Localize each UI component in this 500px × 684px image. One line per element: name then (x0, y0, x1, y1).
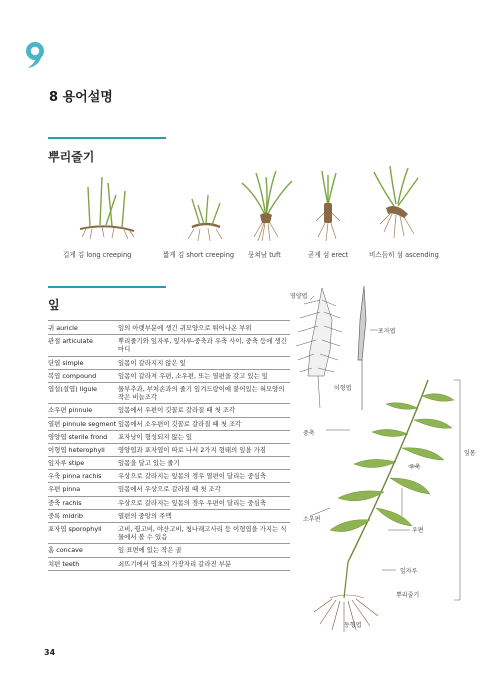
label-pinna-rachis: 우축 (409, 464, 421, 471)
glossary-term: 관절 articulate (48, 337, 93, 346)
label-monomorphic: 동형엽 (344, 622, 362, 629)
section-title-leaf: 잎 (48, 298, 60, 312)
glossary-term: 이형엽 heterophyll (48, 445, 105, 454)
glossary-term: 영양엽 sterile frond (48, 432, 108, 441)
page-number: 34 (44, 648, 56, 657)
glossary-definition: 포자낭이 형성되지 않는 잎 (118, 432, 193, 441)
plant-erect-icon (300, 165, 358, 243)
glossary-definition: 우상으로 갈라지는 잎몸의 경우 열편이 달리는 중심축 (118, 472, 267, 481)
glossary-term: 잎자루 stipe (48, 459, 85, 468)
glossary-definition: 물부추과, 부처손과의 줄기 잎겨드랑이에 붙어있는 혀모양의 작은 비늘조각 (118, 384, 285, 402)
section-title-rhizome: 뿌리줄기 (48, 150, 95, 164)
glossary-term: 우편 pinna (48, 485, 81, 494)
section-rule-leaf (48, 286, 166, 288)
table-row (48, 544, 290, 557)
table-top-rule (48, 320, 290, 321)
table-row (48, 443, 290, 456)
label-stipe: 잎자루 (400, 568, 418, 575)
caption-erect: 곧게 섬 erect (308, 251, 349, 259)
table-row (48, 430, 290, 443)
glossary-term: 엽설(설엽) ligule (48, 384, 98, 393)
table-row (48, 496, 290, 509)
glossary-term: 소우편 pinnule (48, 406, 93, 415)
glossary-term: 단엽 simple (48, 358, 84, 367)
glossary-definition: 우상으로 갈라지는 잎몸의 경우 우편이 달리는 중심축 (118, 498, 267, 507)
label-rachis: 중축 (303, 430, 315, 437)
table-row (48, 470, 290, 483)
label-sporophyll: 포자엽 (378, 328, 396, 335)
caption-ascending: 비스듬히 섬 ascending (369, 251, 439, 259)
glossary-definition: 잎의 아랫부분에 생긴 귀모양으로 튀어나온 부위 (118, 324, 252, 332)
glossary-term: 중록 midrib (48, 511, 83, 520)
label-sterile-frond: 영양엽 (290, 293, 308, 300)
label-pinnule: 소우편 (303, 516, 321, 523)
glossary-table-body (48, 322, 290, 570)
label-leaf-blade: 잎몸 (464, 450, 476, 457)
chapter-name: 용어설명 (62, 90, 113, 105)
glossary-term: 중축 rachis (48, 498, 82, 507)
glossary-definition: 잎몸에서 우상으로 갈라질 때 첫 조각 (118, 485, 221, 494)
table-row (48, 483, 290, 496)
glossary-term: 홈 concave (48, 546, 83, 555)
chapter-title (49, 86, 113, 105)
glossary-definition: 잎몸에서 우편이 깃꼴로 갈라질 때 첫 조각 (118, 406, 236, 415)
monomorphic-frond-drawing (330, 380, 454, 598)
section-rule-rhizome (48, 137, 166, 139)
glossary-definition: 잎몸이 갈라져 우편, 소우편, 또는 열편을 갖고 있는 잎 (118, 371, 268, 380)
glossary-definition: 쇠뜨기에서 엽초의 가장자리 갈라진 부분 (118, 559, 232, 568)
glossary-term: 포자엽 sporophyll (48, 525, 102, 533)
table-row (48, 417, 290, 430)
plant-long-creeping-icon (78, 165, 136, 243)
glossary-definition: 열편의 중앙의 주맥 (118, 511, 172, 520)
glossary-definition: 고비, 꿩고비, 야산고비, 청나래고사리 등 이형엽을 가지는 식물에서 볼 수 있음 (118, 525, 287, 542)
label-rhizome: 뿌리줄기 (396, 592, 420, 599)
table-row (48, 523, 290, 544)
plant-tuft-icon (238, 165, 296, 243)
glossary-definition: 잎몸에서 소우편이 깃꼴로 갈라질 때 첫 조각 (118, 419, 242, 428)
caption-long-creeping: 길게 김 long creeping (63, 251, 132, 259)
plant-short-creeping-icon (178, 165, 236, 243)
glossary-definition: 뿌리줄기와 잎자루, 잎자루-중축과 우축 사이, 중축 등에 생긴 마디 (118, 337, 287, 354)
chapter-logo-icon (22, 40, 48, 70)
glossary-definition: 잎몸이 갈라지지 않은 잎 (118, 358, 186, 367)
table-row (48, 335, 290, 356)
table-row (48, 369, 290, 382)
glossary-definition: 영양엽과 포자엽이 따로 나서 2가지 형태의 잎을 가짐 (118, 445, 266, 454)
chapter-number: 8 (49, 90, 59, 105)
glossary-term: 우축 pinna rachis (48, 472, 102, 481)
caption-tuft: 뭉쳐남 tuft (248, 251, 281, 259)
glossary-table (48, 322, 290, 571)
label-heterophyll: 이형엽 (334, 385, 352, 392)
sporophyll-drawing (358, 286, 366, 410)
table-row (48, 457, 290, 470)
glossary-definition: 잎몸을 달고 있는 줄기 (118, 459, 180, 468)
table-row (48, 356, 290, 369)
table-row (48, 404, 290, 417)
plant-ascending-icon (368, 162, 426, 240)
glossary-term: 치편 teeth (48, 559, 80, 568)
glossary-term: 열편 pinnule segment (48, 419, 117, 428)
table-row (48, 322, 290, 335)
table-row (48, 509, 290, 522)
glossary-definition: 잎 표면에 있는 작은 골 (118, 546, 182, 555)
caption-short-creeping: 짧게 김 short creeping (163, 251, 235, 259)
label-pinna: 우편 (412, 527, 424, 534)
glossary-term: 복엽 compound (48, 371, 97, 380)
table-row (48, 382, 290, 403)
table-row (48, 557, 290, 570)
glossary-term: 귀 auricle (48, 324, 78, 332)
